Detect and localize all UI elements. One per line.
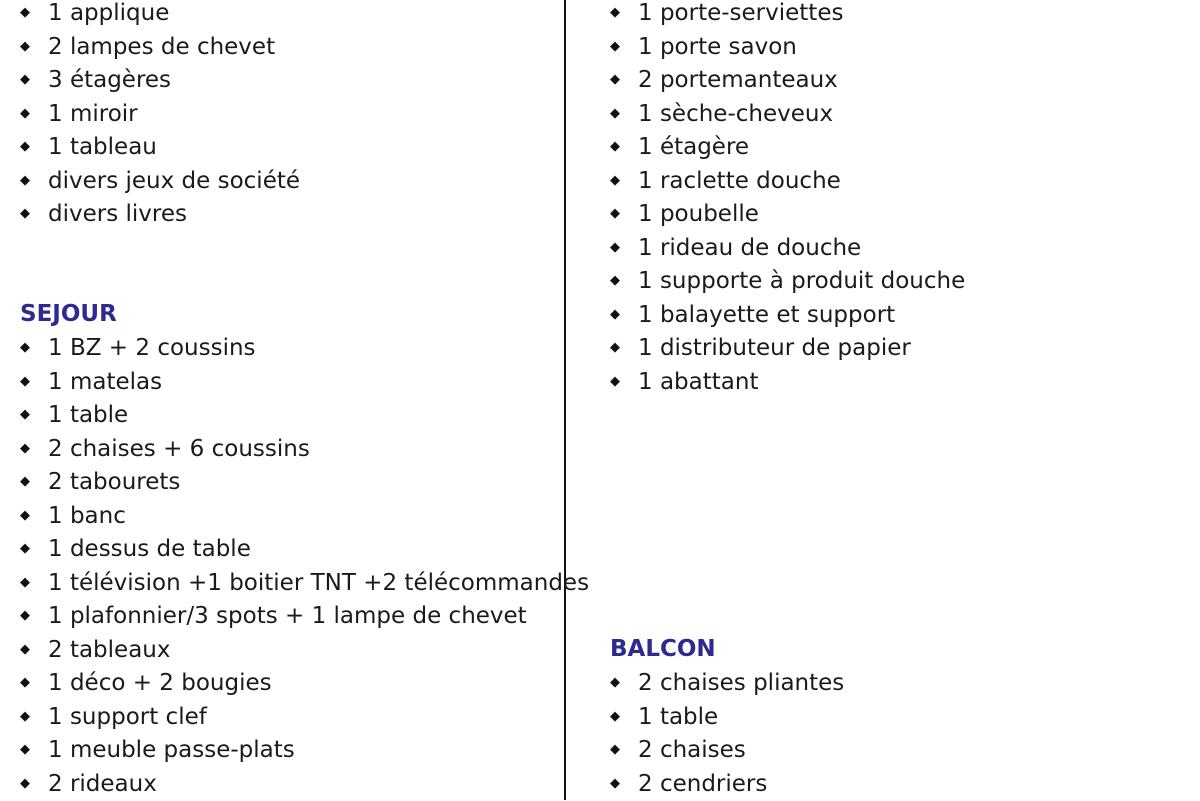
list-item [20, 130, 157, 164]
list-item [20, 0, 169, 30]
list-item-text: 1 plafonnier/3 spots + 1 lampe de chevet [48, 603, 527, 629]
list-item-text: 1 matelas [48, 368, 163, 395]
list-item-text: 2 lampes de chevet [48, 33, 276, 60]
diamond-bullet-icon: ◆ [20, 38, 30, 54]
list-item-text: 2 cendriers [638, 770, 768, 797]
list-item-text: divers livres [48, 201, 187, 227]
list-item [610, 331, 911, 365]
diamond-bullet-icon: ◆ [20, 407, 30, 422]
list-item [610, 264, 965, 298]
list-item [610, 767, 767, 801]
diamond-bullet-icon: ◆ [20, 507, 30, 523]
list-item-text: 3 étagères [48, 67, 172, 93]
list-item-text: 1 télévision +1 boitier TNT +2 télécommandes [48, 569, 590, 596]
diamond-bullet-icon: ◆ [610, 742, 620, 757]
list-item [20, 599, 527, 633]
list-item [610, 666, 844, 700]
list-item [610, 231, 861, 265]
list-item-text: 1 banc [48, 502, 126, 529]
diamond-bullet-icon: ◆ [20, 340, 30, 355]
list-item [20, 733, 295, 767]
list-item [610, 0, 843, 30]
list-item [610, 130, 749, 164]
diamond-bullet-icon: ◆ [610, 105, 620, 121]
diamond-bullet-icon: ◆ [20, 608, 30, 623]
diamond-bullet-icon: ◆ [610, 306, 620, 322]
diamond-bullet-icon: ◆ [610, 775, 620, 791]
list-item-text: 1 raclette douche [638, 167, 841, 194]
list-item-text: 1 meuble passe-plats [48, 737, 295, 763]
list-item-text: 2 tabourets [48, 469, 181, 495]
list-item-text: 2 rideaux [48, 770, 157, 797]
list-item-text: 2 portemanteaux [638, 67, 838, 93]
diamond-bullet-icon: ◆ [20, 5, 30, 20]
list-item-text: 2 chaises pliantes [638, 670, 845, 696]
list-item-text: 2 chaises + 6 coussins [48, 435, 310, 462]
list-item [20, 700, 207, 734]
list-item [610, 700, 718, 734]
diamond-bullet-icon: ◆ [610, 38, 620, 54]
diamond-bullet-icon: ◆ [20, 641, 30, 657]
diamond-bullet-icon: ◆ [20, 675, 30, 690]
list-item [20, 465, 180, 499]
list-item [20, 63, 171, 97]
diamond-bullet-icon: ◆ [20, 775, 30, 791]
list-item [610, 197, 759, 231]
diamond-bullet-icon: ◆ [610, 72, 620, 87]
diamond-bullet-icon: ◆ [20, 474, 30, 489]
list-item [20, 499, 126, 533]
list-item-text: 1 poubelle [638, 201, 759, 227]
list-item-text: 1 abattant [638, 368, 759, 395]
list-item-text: 1 support clef [48, 703, 207, 730]
list-item [610, 365, 758, 399]
diamond-bullet-icon: ◆ [610, 708, 620, 724]
list-item-text: 1 sèche-cheveux [638, 100, 834, 127]
diamond-bullet-icon: ◆ [610, 373, 620, 389]
diamond-bullet-icon: ◆ [610, 5, 620, 20]
diamond-bullet-icon: ◆ [610, 206, 620, 221]
list-item [20, 164, 300, 198]
list-item-text: 2 tableaux [48, 636, 171, 663]
list-item [610, 733, 746, 767]
diamond-bullet-icon: ◆ [20, 172, 30, 188]
diamond-bullet-icon: ◆ [20, 373, 30, 389]
diamond-bullet-icon: ◆ [610, 172, 620, 188]
list-item-text: 1 rideau de douche [638, 234, 862, 261]
diamond-bullet-icon: ◆ [20, 72, 30, 87]
list-item-text: 1 miroir [48, 100, 138, 127]
list-item-text: 1 table [48, 402, 129, 428]
list-item-text: 1 distributeur de papier [638, 335, 911, 361]
diamond-bullet-icon: ◆ [20, 541, 30, 556]
list-item-text: 1 applique [48, 0, 170, 26]
list-item [20, 197, 187, 231]
diamond-bullet-icon: ◆ [20, 105, 30, 121]
list-item [20, 398, 128, 432]
list-item [20, 666, 272, 700]
list-item-text: 1 table [638, 703, 719, 730]
section-title-balcon: BALCON [610, 636, 716, 662]
list-item [610, 30, 797, 64]
list-item-text: 1 porte savon [638, 33, 797, 60]
diamond-bullet-icon: ◆ [20, 574, 30, 590]
list-item [610, 63, 838, 97]
diamond-bullet-icon: ◆ [20, 742, 30, 757]
list-item-text: 1 déco + 2 bougies [48, 670, 272, 696]
list-item-text: 1 dessus de table [48, 536, 251, 562]
list-item [20, 331, 256, 365]
diamond-bullet-icon: ◆ [610, 675, 620, 690]
list-item [610, 164, 841, 198]
list-item [20, 365, 162, 399]
list-item-text: 1 porte-serviettes [638, 0, 844, 26]
list-item-text: 1 supporte à produit douche [638, 268, 966, 294]
list-item-text: 1 tableau [48, 134, 157, 160]
list-item [20, 532, 251, 566]
list-item [20, 633, 170, 667]
list-item-text: 1 BZ + 2 coussins [48, 335, 256, 361]
diamond-bullet-icon: ◆ [20, 206, 30, 221]
list-item-text: 2 chaises [638, 737, 746, 763]
list-item [20, 30, 275, 64]
column-divider [564, 0, 566, 800]
list-item [20, 432, 310, 466]
list-item [20, 767, 157, 801]
diamond-bullet-icon: ◆ [20, 708, 30, 724]
list-item [20, 97, 138, 131]
diamond-bullet-icon: ◆ [610, 139, 620, 154]
list-item-text: 1 étagère [638, 134, 750, 160]
diamond-bullet-icon: ◆ [610, 273, 620, 288]
diamond-bullet-icon: ◆ [20, 139, 30, 154]
list-item [610, 298, 895, 332]
diamond-bullet-icon: ◆ [610, 340, 620, 355]
section-title-sejour: SEJOUR [20, 301, 117, 327]
list-item-text: 1 balayette et support [638, 301, 896, 328]
list-item [20, 566, 589, 600]
diamond-bullet-icon: ◆ [610, 239, 620, 255]
list-item-text: divers jeux de société [48, 167, 301, 194]
diamond-bullet-icon: ◆ [20, 440, 30, 456]
list-item [610, 97, 833, 131]
